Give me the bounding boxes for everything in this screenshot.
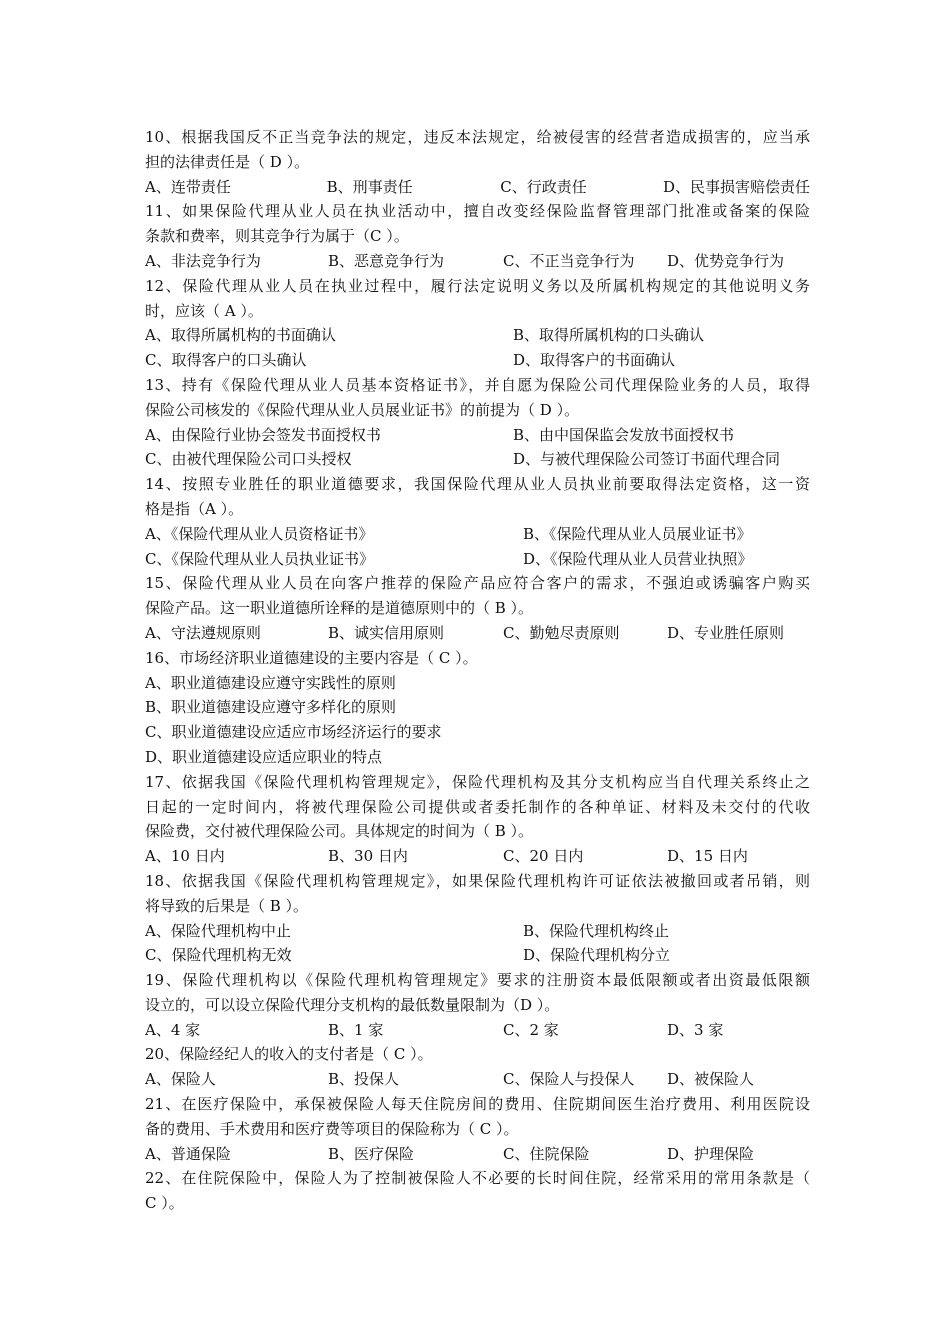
option-b: B、保险代理机构终止 [523, 921, 670, 940]
options-row [145, 522, 810, 547]
options-row [145, 844, 810, 869]
question-stem-line: 设立的，可以设立保险代理分支机构的最低数量限制为（D ）。 [145, 995, 560, 1014]
option-c: C、行政责任 [500, 177, 587, 196]
options-row [145, 547, 810, 572]
question-21 [145, 1092, 810, 1166]
option-c: C、《保险代理从业人员执业证书》 [145, 549, 374, 568]
question-stem-line: C ）。 [145, 1194, 184, 1213]
question-stem-line: 日起的一定时间内，将被代理保险公司提供或者委托制作的各种单证、材料及未交付的代收 [145, 797, 810, 816]
question-stem-line: 11、如果保险代理从业人员在执业活动中，擅自改变经保险监督管理部门批准或备案的保险 [145, 202, 810, 221]
question-stem-line: 担的法律责任是（ D ）。 [145, 152, 310, 171]
option-a: A、4 家 [145, 1020, 201, 1039]
option-b: B、1 家 [328, 1020, 384, 1039]
option-a: A、职业道德建设应遵守实践性的原则 [145, 673, 396, 692]
question-19 [145, 968, 810, 1042]
question-20 [145, 1042, 810, 1092]
option-c: C、取得客户的口头确认 [145, 351, 307, 370]
question-14 [145, 472, 810, 571]
option-d: D、15 日内 [667, 847, 748, 866]
options-row [145, 348, 810, 373]
question-stem-line: 18、依据我国《保险代理机构管理规定》，如果保险代理机构许可证依法被撤回或者吊销，则 [145, 871, 810, 890]
option-c: C、职业道德建设应适应市场经济运行的要求 [145, 723, 442, 742]
option-d: D、与被代理保险公司签订书面代理合同 [513, 450, 781, 469]
question-17 [145, 770, 810, 869]
question-stem-line: 16、市场经济职业道德建设的主要内容是（ C ）。 [145, 648, 478, 667]
question-10 [145, 125, 810, 199]
option-b: B、由中国保监会发放书面授权书 [513, 425, 735, 444]
options-row [145, 175, 810, 200]
option-b: B、诚实信用原则 [328, 623, 445, 642]
question-15 [145, 571, 810, 645]
options-row [145, 943, 810, 968]
question-13 [145, 373, 810, 472]
options-row [145, 1067, 810, 1092]
option-d: D、被保险人 [667, 1070, 755, 1089]
option-d: D、3 家 [667, 1020, 724, 1039]
option-b: B、投保人 [328, 1070, 400, 1089]
question-stem-line: 备的费用、手术费用和医疗费等项目的保险称为（ C ）。 [145, 1119, 519, 1138]
question-12 [145, 274, 810, 373]
question-22 [145, 1166, 810, 1216]
option-b: B、刑事责任 [326, 177, 413, 196]
option-d: D、取得客户的书面确认 [513, 351, 676, 370]
question-11 [145, 199, 810, 273]
option-d: D、《保险代理从业人员营业执照》 [523, 549, 753, 568]
question-stem-line: 19、保险代理机构以《保险代理机构管理规定》要求的注册资本最低限额或者出资最低限额 [145, 971, 810, 990]
option-c: C、20 日内 [503, 847, 584, 866]
question-stem-line: 将导致的后果是（ B ）。 [145, 896, 309, 915]
question-stem-line: 时，应该（ A ）。 [145, 301, 263, 320]
question-stem-line: 保险产品。这一职业道德所诠释的是道德原则中的（ B ）。 [145, 599, 534, 618]
options-row [145, 919, 810, 944]
option-a: A、连带责任 [145, 177, 231, 196]
option-c: C、勤勉尽责原则 [503, 623, 620, 642]
options-row [145, 621, 810, 646]
option-d: D、护理保险 [667, 1144, 755, 1163]
option-d: D、优势竞争行为 [667, 251, 785, 270]
option-d: D、保险代理机构分立 [523, 946, 671, 965]
option-b: B、职业道德建设应遵守多样化的原则 [145, 698, 397, 717]
question-stem-line: 保险费，交付被代理保险公司。具体规定的时间为（ B ）。 [145, 822, 534, 841]
question-stem-line: 15、保险代理从业人员在向客户推荐的保险产品应符合客户的需求，不强迫或诱骗客户购买 [145, 574, 810, 593]
option-c: C、2 家 [503, 1020, 559, 1039]
option-d: D、专业胜任原则 [667, 623, 785, 642]
option-a: A、非法竞争行为 [145, 251, 261, 270]
question-stem-line: 17、依据我国《保险代理机构管理规定》，保险代理机构及其分支机构应当自代理关系终止之 [145, 772, 810, 791]
option-c: C、保险人与投保人 [503, 1070, 635, 1089]
option-a: A、《保险代理从业人员资格证书》 [145, 524, 374, 543]
option-a: A、由保险行业协会签发书面授权书 [145, 425, 381, 444]
question-stem-line: 保险公司核发的《保险代理从业人员展业证书》的前提为（ D ）。 [145, 400, 580, 419]
question-stem-line: 21、在医疗保险中，承保被保险人每天住院房间的费用、住院期间医生治疗费用、利用医院设 [145, 1095, 810, 1114]
options-row [145, 423, 810, 448]
option-d: D、职业道德建设应适应职业的特点 [145, 747, 383, 766]
options-row [145, 1142, 810, 1167]
option-b: B、30 日内 [328, 847, 408, 866]
question-stem-line: 12、保险代理从业人员在执业过程中，履行法定说明义务以及所属机构规定的其他说明义务 [145, 276, 810, 295]
question-stem-line: 10、根据我国反不正当竞争法的规定，违反本法规定，给被侵害的经营者造成损害的，应当承 [145, 128, 810, 146]
option-c: C、保险代理机构无效 [145, 946, 292, 965]
question-stem-line: 格是指（A ）。 [145, 499, 244, 518]
option-a: A、保险代理机构中止 [145, 921, 291, 940]
option-a: A、取得所属机构的书面确认 [145, 326, 336, 345]
option-b: B、医疗保险 [328, 1144, 415, 1163]
option-b: B、恶意竞争行为 [328, 251, 445, 270]
question-18 [145, 869, 810, 968]
option-b: B、取得所属机构的口头确认 [513, 326, 705, 345]
question-stem-line: 20、保险经纪人的收入的支付者是（ C ）。 [145, 1045, 433, 1064]
option-c: C、由被代理保险公司口头授权 [145, 450, 352, 469]
options-row [145, 447, 810, 472]
options-row [145, 1018, 810, 1043]
option-d: D、民事损害赔偿责任 [662, 177, 810, 196]
question-16 [145, 646, 810, 770]
options-row [145, 323, 810, 348]
option-a: A、守法遵规原则 [145, 623, 261, 642]
question-stem-line: 条款和费率，则其竞争行为属于（C ）。 [145, 227, 409, 246]
question-stem-line: 14、按照专业胜任的职业道德要求，我国保险代理从业人员执业前要取得法定资格，这一资 [145, 475, 810, 494]
option-c: C、住院保险 [503, 1144, 590, 1163]
option-a: A、10 日内 [145, 847, 225, 866]
option-a: A、保险人 [145, 1070, 216, 1089]
question-stem-line: 22、在住院保险中，保险人为了控制被保险人不必要的长时间住院，经常采用的常用条款是（ [145, 1169, 810, 1188]
option-b: B、《保险代理从业人员展业证书》 [523, 524, 752, 543]
option-a: A、普通保险 [145, 1144, 231, 1163]
question-stem-line: 13、持有《保险代理从业人员基本资格证书》，并自愿为保险公司代理保险业务的人员，取得 [145, 375, 810, 394]
options-row [145, 249, 810, 274]
question-list [145, 125, 810, 1216]
option-c: C、不正当竞争行为 [503, 251, 635, 270]
